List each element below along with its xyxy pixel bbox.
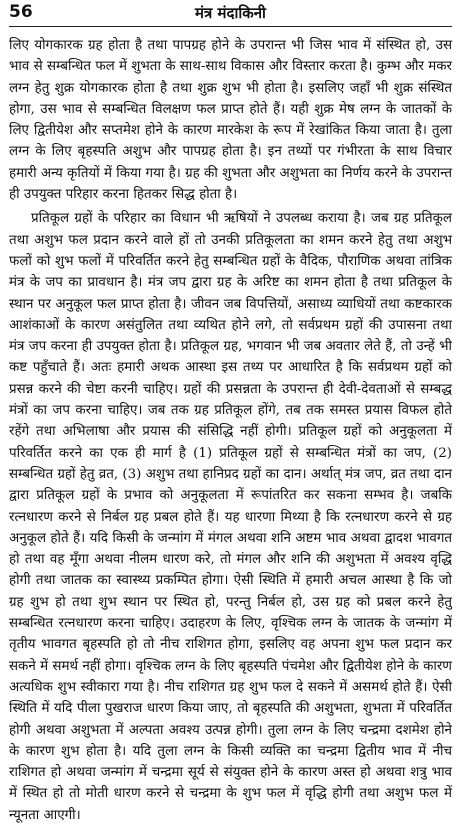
running-title: मंत्र मंदाकिनी xyxy=(195,4,266,22)
page-header xyxy=(9,0,452,27)
paragraph: लिए योगकारक ग्रह होता है तथा पापग्रह होने के उपरान्त भी जिस भाव में संस्थित हो, उस भाव से सम्बन्धित फल में शुभता के साथ-साथ विकास और विस्तार करता है। कुम्भ और मकर लग्न हेतु शुक्र योगकारक होता है तथा शुक्र शुभ भी होता है। इसलिए जहाँ भी शुक्र संस्थित होगा, उस भाव से सम्बन्धित विलक्षण फल प्राप्त होते हैं। यही शुक्र मेष लग्न के जातकों के लिए द्वितीयेश और सप्तमेश होने के कारण मारकेश के रूप में रेखांकित किया जाता है। तुला लग्न के लिए बृहस्पति अशुभ और पापग्रह होता है। इन तथ्यों पर गंभीरता के साथ विचार हमारी अन्य कृतियों में किया गया है। ग्रह की शुभता और अशुभता का निर्णय करने के उपरान्त ही उपयुक्त परिहार करना हितकर सिद्ध होता है। xyxy=(9,38,452,203)
page-number: 56 xyxy=(9,2,33,22)
paragraph: प्रतिकूल ग्रहों के परिहार का विधान भी ऋषियों ने उपलब्ध कराया है। जब ग्रह प्रतिकूल तथा अशुभ फल प्रदान करने वाले हों तो उनकी प्रतिकूलता का शमन करने हेतु तथा अशुभ फलों को शुभ फलों में परिवर्तित करने हेतु सम्बन्धित ग्रहों के वैदिक, पौराणिक अथवा तांत्रिक मंत्र के जप का प्रावधान है। मंत्र जप द्वारा ग्रह के अरिष्ट का शमन होता है तथा प्रतिकूल के स्थान पर अनुकूल फल प्राप्त होता है। जीवन जब विपत्तियों, असाध्य व्याधियों तथा कष्टकारक आशंकाओं के कारण असंतुलित तथा व्यथित होने लगे, तो सर्वप्रथम ग्रहों की उपासना तथा मंत्र जप करना ही उपयुक्त होता है। प्रतिकूल ग्रह, भगवान भी जब अवतार लेते हैं, तो उन्हें भी कष्ट पहुँचाते हैं। अतः हमारी अथक आस्था इस तथ्य पर आधारित है कि सर्वप्रथम ग्रहों को प्रसन्न करने की चेष्टा करनी चाहिए। ग्रहों की प्रसन्नता के उपरान्त ही देवी-देवताओं से सम्बद्ध मंत्रों का जप करना चाहिए। जब तक ग्रह प्रतिकूल होंगे, तब तक समस्त प्रयास विफल होते रहेंगे तथा अभिलाषा और प्रयास की संसिद्धि नहीं होगी। प्रतिकूल ग्रहों को अनुकूलता में परिवर्तित करने का एक ही मार्ग है (1) प्रतिकूल ग्रहों से सम्बन्धित मंत्रों का जप, (2) सम्बन्धित ग्रहों हेतु व्रत, (3) अशुभ तथा हानिप्रद ग्रहों का दान। अर्थात् मंत्र जप, व्रत तथा दान द्वारा प्रतिकूल ग्रहों के प्रभाव को अनुकूलता में रूपांतरित कर सकना सम्भव है। जबकि रत्नधारण करने से निर्बल ग्रह प्रबल होते हैं। यह धारणा मिथ्या है कि रत्नधारण करने से ग्रह अनुकूल होते हैं। यदि किसी के जन्मांग में मंगल अथवा शनि अष्टम भाव अथवा द्वादश भावगत हो तथा वह मूँगा अथवा नीलम धारण करे, तो मंगल और शनि की अशुभता में अवश्य वृद्धि होगी तथा जातक का स्वास्थ्य प्रकम्पित होगा। ऐसी स्थिति में हमारी अचल आस्था है कि जो ग्रह शुभ हो तथा शुभ स्थान पर स्थित हो, परन्तु निर्बल हो, उस ग्रह को प्रबल करने हेतु सम्बन्धित रत्नधारण करना चाहिए। उदाहरण के लिए, वृश्चिक लग्न के जातक के जन्मांग में तृतीय भावगत बृहस्पति हो तो नीच राशिगत होगा, इसलिए वह अपना शुभ फल प्रदान कर सकने में समर्थ नहीं होगा। वृश्चिक लग्न के लिए बृहस्पति पंचमेश और द्वितीयेश होने के कारण अत्यधिक शुभ स्वीकारा गया है। नीच राशिगत ग्रह शुभ फल दे सकने में असमर्थ होते हैं। ऐसी स्थिति में यदि पीला पुखराज धारण किया जाए, तो बृहस्पति की अशुभता, शुभता में परिवर्तित होगी अथवा अशुभता में अल्पता अवश्य उत्पन्न होगी। तुला लग्न के लिए चन्द्रमा दशमेश होने के कारण शुभ होता है। यदि तुला लग्न के किसी व्यक्ति का चन्द्रमा द्वितीय भाव में नीच राशिगत हो अथवा जन्मांग में चन्द्रमा सूर्य से संयुक्त होने के कारण अस्त हो अथवा शत्रु भाव में स्थित हो तो मोती धारण करने से चन्द्रमा के शुभ फल में वृद्धि होगी तथा अशुभ फल में न्यूनता आएगी। xyxy=(9,211,452,823)
body-text xyxy=(9,35,452,826)
